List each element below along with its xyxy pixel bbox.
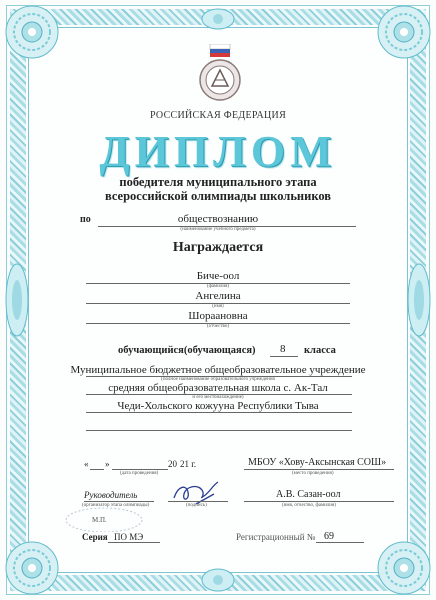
school-name-line-3: Чеди-Хольского кожууна Республики Тыва — [117, 400, 319, 412]
date-quote-close: » — [105, 459, 110, 469]
blank-line — [86, 430, 352, 431]
bottom-ornament-icon — [200, 566, 236, 594]
top-ornament-icon — [200, 6, 236, 32]
director-name-caption: (имя, отчество, фамилия) — [282, 503, 336, 508]
director-title: Руководитель — [84, 490, 138, 500]
date-day-line — [90, 469, 104, 470]
surname-caption: (фамилия) — [206, 284, 230, 289]
corner-rosette-icon — [2, 2, 62, 62]
award-heading: Награждается — [172, 240, 264, 255]
subtitle-line-2: всероссийской олимпиады школьников — [104, 189, 332, 203]
director-name-line — [244, 501, 394, 502]
date-year-suffix: 21 г. — [180, 459, 197, 469]
subject-prefix: по — [80, 214, 91, 225]
grade-label-right: класса — [304, 345, 336, 356]
date-quote-open: « — [84, 459, 89, 469]
patronymic-caption: (отчество) — [206, 324, 230, 329]
school-caption-1: (полное наименование образовательного учреждения — [161, 377, 275, 382]
corner-rosette-icon — [374, 538, 434, 598]
signature-caption: (подпись) — [186, 503, 207, 508]
corner-rosette-icon — [2, 538, 62, 598]
school-name-line-1: Муниципальное бюджетное общеобразовательное учреждение — [70, 364, 366, 376]
surname-value: Биче-оол — [196, 270, 240, 282]
school-line-3 — [86, 412, 352, 413]
stamp-imprint-icon — [64, 502, 154, 532]
diploma-title: ДИПЛОМ — [99, 127, 337, 176]
name-caption: (имя) — [212, 304, 224, 309]
venue-line — [244, 469, 394, 470]
series-value: ПО МЭ — [114, 532, 144, 542]
olympiad-emblem-icon — [196, 44, 244, 102]
registration-label: Регистрационный № — [236, 532, 316, 542]
corner-rosette-icon — [374, 2, 434, 62]
subject-caption: (наименование учебного предмета) — [180, 227, 256, 232]
subject-value: обществознанию — [177, 213, 259, 225]
subtitle-line-1: победителя муниципального этапа — [119, 175, 317, 189]
date-year-prefix: 20 — [168, 459, 177, 469]
director-name: А.В. Сазан-оол — [276, 489, 341, 500]
grade-label-left: обучающийся(обучающаяся) — [118, 345, 256, 356]
registration-value: 69 — [324, 531, 334, 542]
venue-value: МБОУ «Хову-Аксынская СОШ» — [248, 457, 387, 468]
patronymic-value: Шораановна — [188, 310, 248, 322]
country-label: РОССИЙСКАЯ ФЕДЕРАЦИЯ — [149, 110, 287, 121]
name-value: Ангелина — [195, 290, 241, 302]
school-caption-2: и его местонахождение) — [192, 395, 244, 400]
series-label: Серия — [82, 532, 108, 542]
series-line — [108, 542, 160, 543]
venue-caption: (место проведения) — [292, 471, 334, 476]
date-caption: (дата проведения) — [120, 471, 159, 476]
director-title-caption: (организатор этапа олимпиады) — [82, 503, 150, 508]
signature-line — [168, 501, 228, 502]
registration-line — [316, 542, 364, 543]
grade-line — [270, 356, 298, 357]
grade-value: 8 — [280, 343, 286, 355]
date-month-line — [112, 469, 168, 470]
stamp-label: М.П. — [92, 516, 107, 524]
school-name-line-2: средняя общеобразовательная школа с. Ак-Тал — [108, 382, 328, 394]
